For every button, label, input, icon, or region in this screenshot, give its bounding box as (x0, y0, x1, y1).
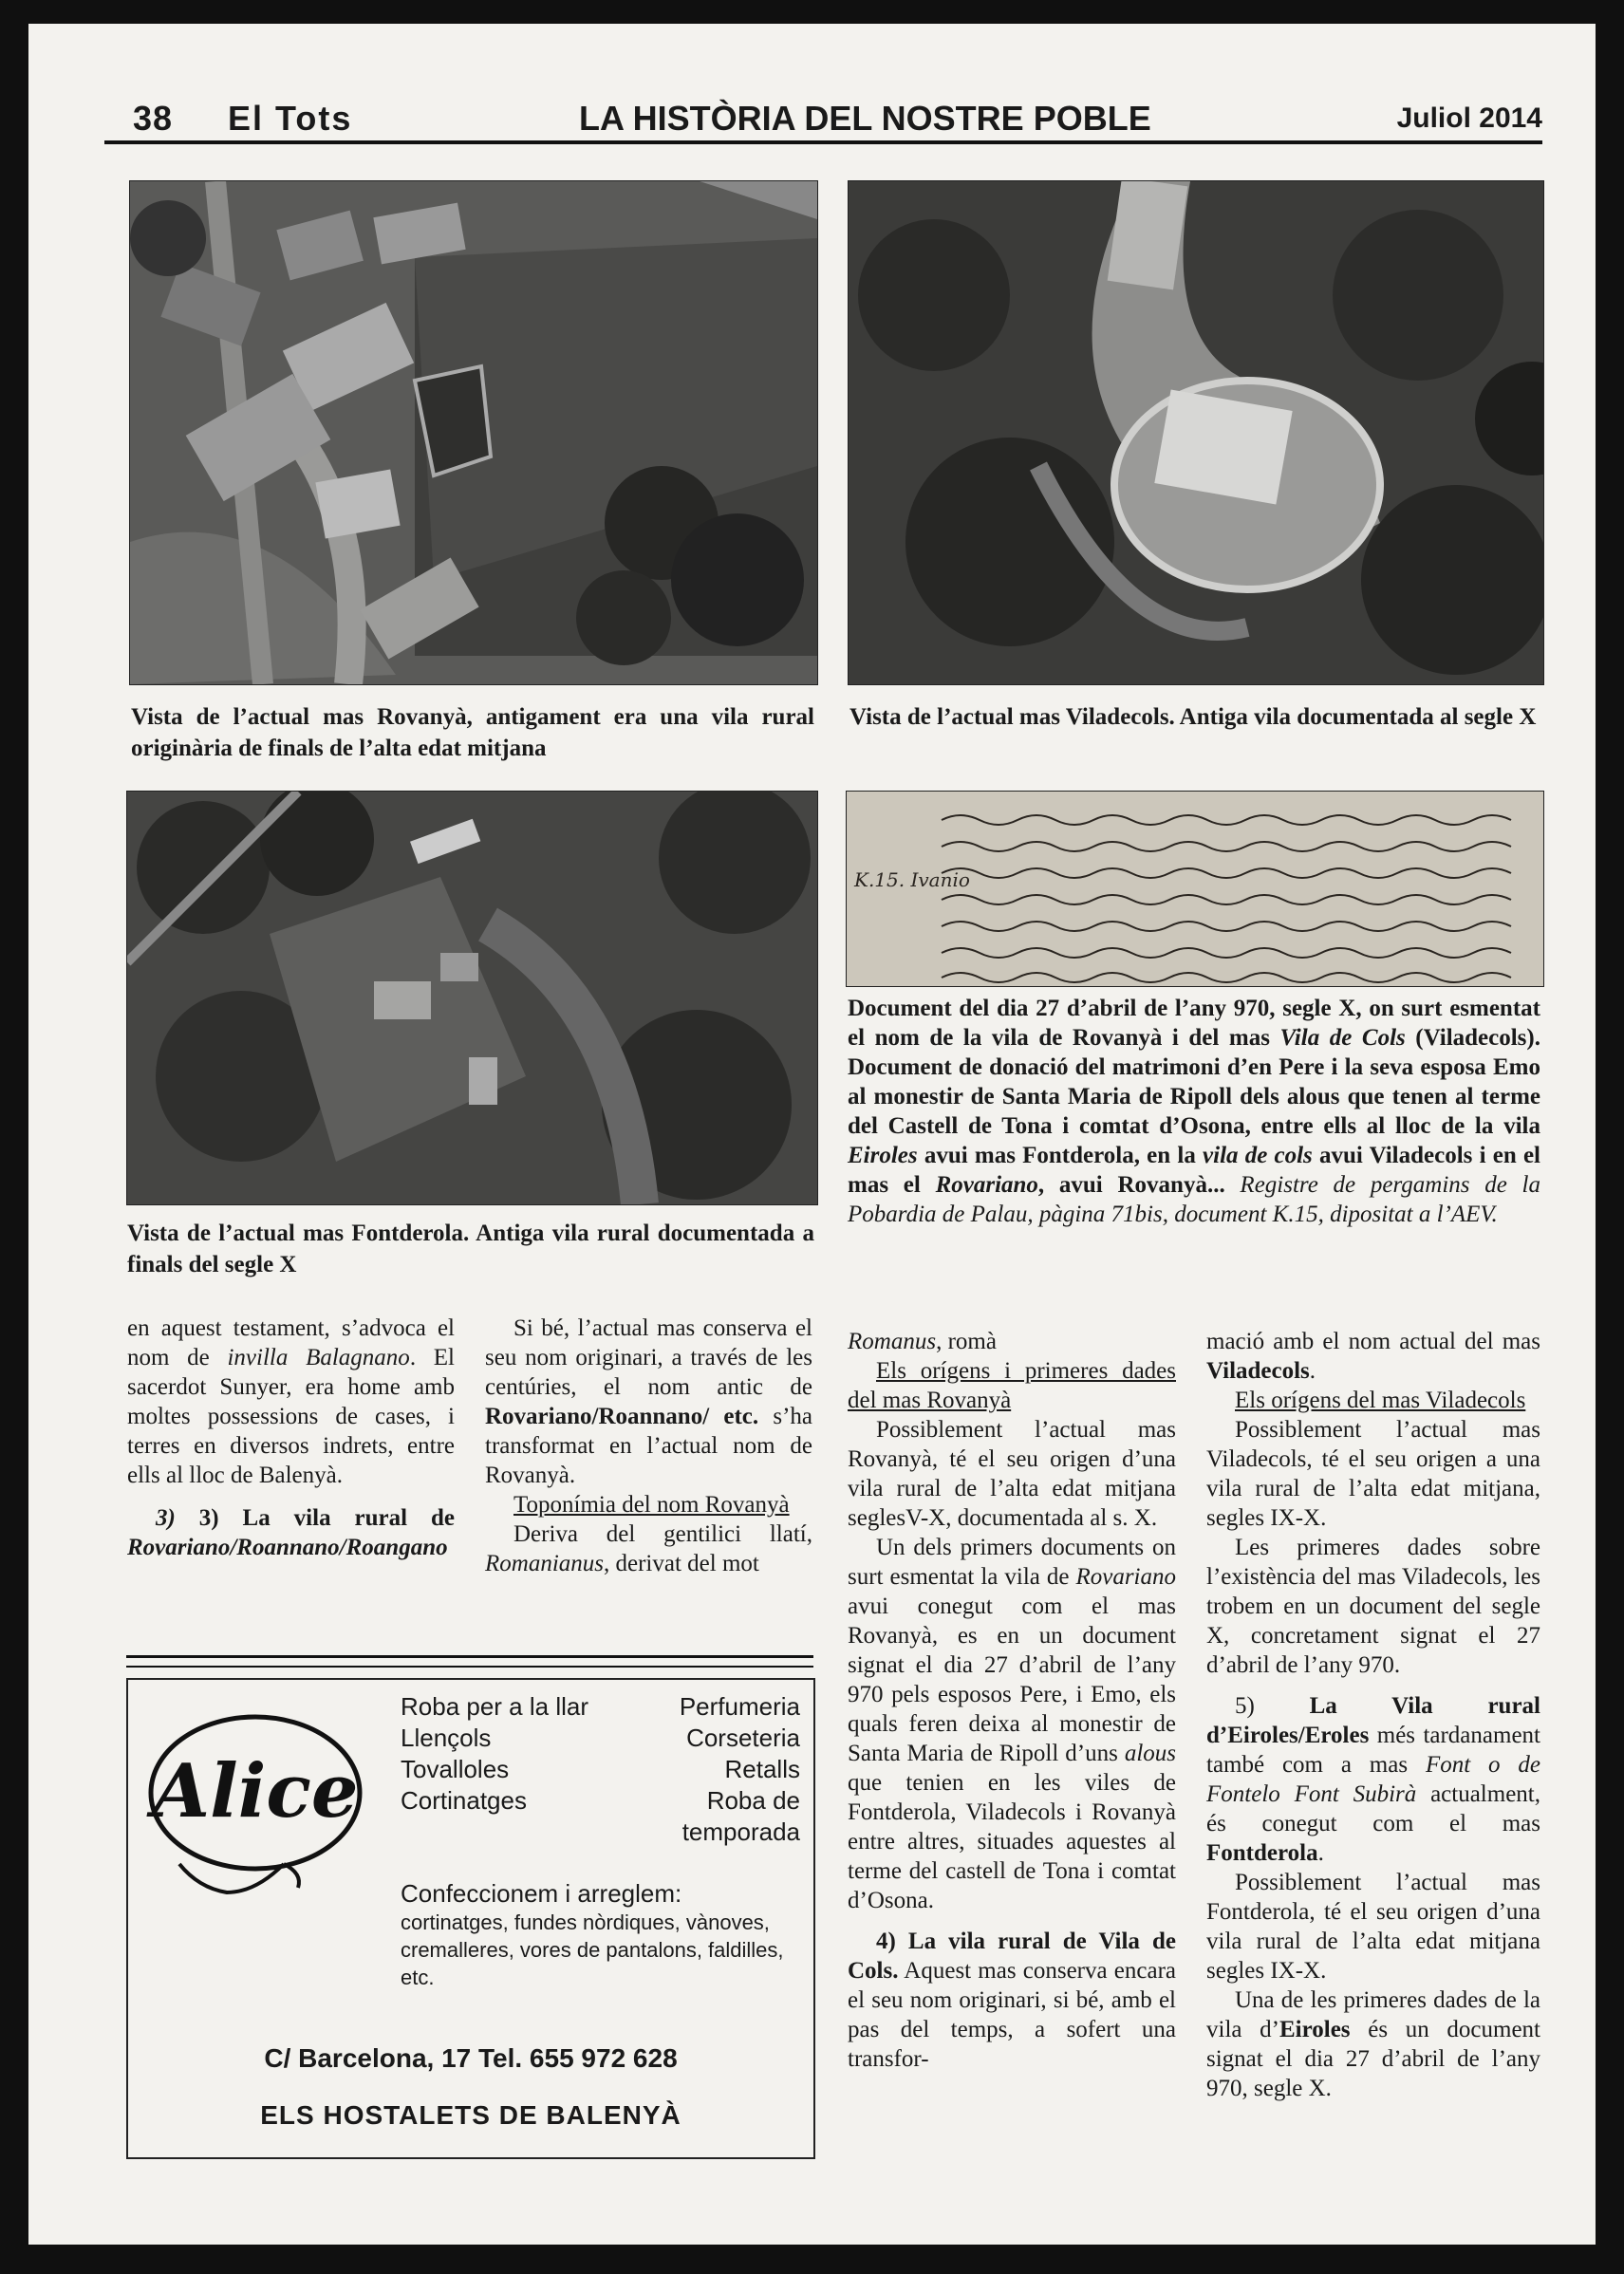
viladecols-subtitle: Els orígens del mas Viladecols (1235, 1388, 1526, 1413)
photo-mas-viladecols (848, 180, 1544, 685)
ad-services-list: Roba per a la llar Llençols Tovalloles Cortinatges (401, 1692, 588, 1815)
page-number: 38 (133, 99, 174, 138)
caption-viladecols: Vista de l’actual mas Viladecols. Antiga vila documentada al segle X (849, 704, 1537, 730)
alice-logo (141, 1703, 388, 1902)
article-column-3 (848, 1327, 1176, 2074)
ad-tailoring-text: Confeccionem i arreglem: cortinatges, fundes nòrdiques, vànoves, cremalleres, vores de pantalons, faldilles, etc. (401, 1879, 784, 1989)
paragraph: Deriva del gentilici llatí, Romanianus, derivat del mot (485, 1521, 812, 1576)
article-column-2 (485, 1314, 812, 1578)
svg-text:Alice: Alice (152, 1748, 359, 1835)
photo-mas-rovanya (129, 180, 818, 685)
caption-rovanya: Vista de l’actual mas Rovanyà, antigament era una vila rural originària de finals de l’alta edat mitjana (131, 704, 814, 761)
ad-location: ELS HOSTALETS DE BALENYÀ (260, 2100, 681, 2130)
photo-mas-fontderola (126, 791, 818, 1205)
toponymy-subtitle: Toponímia del nom Rovanyà (513, 1492, 790, 1518)
caption-fontderola: Vista de l’actual mas Fontderola. Antiga vila rural documentada a finals del segle X (127, 1221, 814, 1277)
paragraph: 5) La Vila rural d’Eiroles/Eroles més tardanament també com a mas Font o de Fontelo Font Subirà actualment, és conegut com el mas Fontderola. (1206, 1693, 1540, 1866)
magazine-name: El Tots (228, 99, 353, 138)
paragraph: Possiblement l’actual mas Viladecols, té el seu origen a una vila rural de l’alta edat mitjana, segles IX-X. (1206, 1417, 1540, 1531)
paragraph: Possiblement l’actual mas Rovanyà, té el seu origen d’una vila rural de l’alta edat mitjana seglesV-X, documentada al s. X. (848, 1417, 1176, 1531)
manuscript-document-image (846, 791, 1544, 987)
paragraph: Una de les primeres dades de la vila d’Eiroles és un document signat el dia 27 d’abril de l’any 970, segle X. (1206, 1987, 1540, 2101)
section-title: LA HISTÒRIA DEL NOSTRE POBLE (579, 99, 1151, 138)
manuscript-margin-note: K.15. Ivanio (854, 868, 970, 891)
article-column-4 (1206, 1327, 1540, 2103)
ad-products-list: Perfumeria Corseteria Retalls Roba de temporada (679, 1692, 800, 1846)
ad-divider (126, 1655, 813, 1668)
advertisement-alice (126, 1678, 815, 2159)
paragraph: Un dels primers documents on surt esmentat la vila de Rovariano avui conegut com el mas Rovanyà, es en un document signat el dia 27 d’abril de l’any 970 pels esposos Pere, i Emo, els quals feren deixa al monestir de Santa Maria de Ripoll d’uns alous que tenien en les viles de Fontderola, Viladecols i Rovanyà entre altres, situades aquestes al terme del castell de Tona i comtat d’Osona. (848, 1535, 1176, 1913)
paragraph: 4) La vila rural de Vila de Cols. Aquest mas conserva encara el seu nom originari, si bé, amb el pas del temps, a sofert una transfor- (848, 1929, 1176, 2072)
section-heading-3: 3) 3) La vila rural de Rovariano/Roannano/Roangano (127, 1505, 456, 1560)
issue-date: Juliol 2014 (1396, 103, 1542, 134)
article-column-1 (127, 1314, 455, 1562)
rovanya-subtitle: Els orígens i primeres dades del mas Rovanyà (848, 1358, 1176, 1413)
ad-address: C/ Barcelona, 17 Tel. 655 972 628 (264, 2043, 678, 2073)
paragraph: Romanus, romà (848, 1329, 997, 1354)
paragraph: Si bé, l’actual mas conserva el seu nom originari, a través de les centúries, el nom antic de Rovariano/Roannano/ etc. s’ha transformat en l’actual nom de Rovanyà. (485, 1315, 812, 1488)
page-header (104, 95, 1542, 144)
paragraph: mació amb el nom actual del mas Viladecols. (1206, 1329, 1540, 1384)
document-caption: Document del dia 27 d’abril de l’any 970, segle X, on surt esmentat el nom de la vila de Rovanyà i del mas Vila de Cols (Viladecols). Document de donació del matrimoni d’en Pere i la seva esposa Emo al monestir de Santa Maria de Ripoll dels alous que tenen al terme del Castell de Tona i comtat d’Osona, entre ells al lloc de la vila Eiroles avui mas Fontderola, en la vila de cols avui Viladecols i en el mas el Rovariano, avui Rovanyà... Registre de pergamins de la Pobardia de Palau, pàgina 71bis, document K.15, dipositat a l’AEV. (848, 996, 1540, 1227)
paragraph: Les primeres dades sobre l’existència del mas Viladecols, les trobem en un document del segle X, concretament signat el 27 d’abril de l’any 970. (1206, 1535, 1540, 1678)
paragraph: en aquest testament, s’advoca el nom de invilla Balagnano. El sacerdot Sunyer, era home amb moltes possessions de cases, i terres en diversos indrets, entre ells al lloc de Balenyà. (127, 1315, 455, 1488)
paragraph: Possiblement l’actual mas Fontderola, té el seu origen d’una vila rural de l’alta edat mitjana segles IX-X. (1206, 1870, 1540, 1984)
